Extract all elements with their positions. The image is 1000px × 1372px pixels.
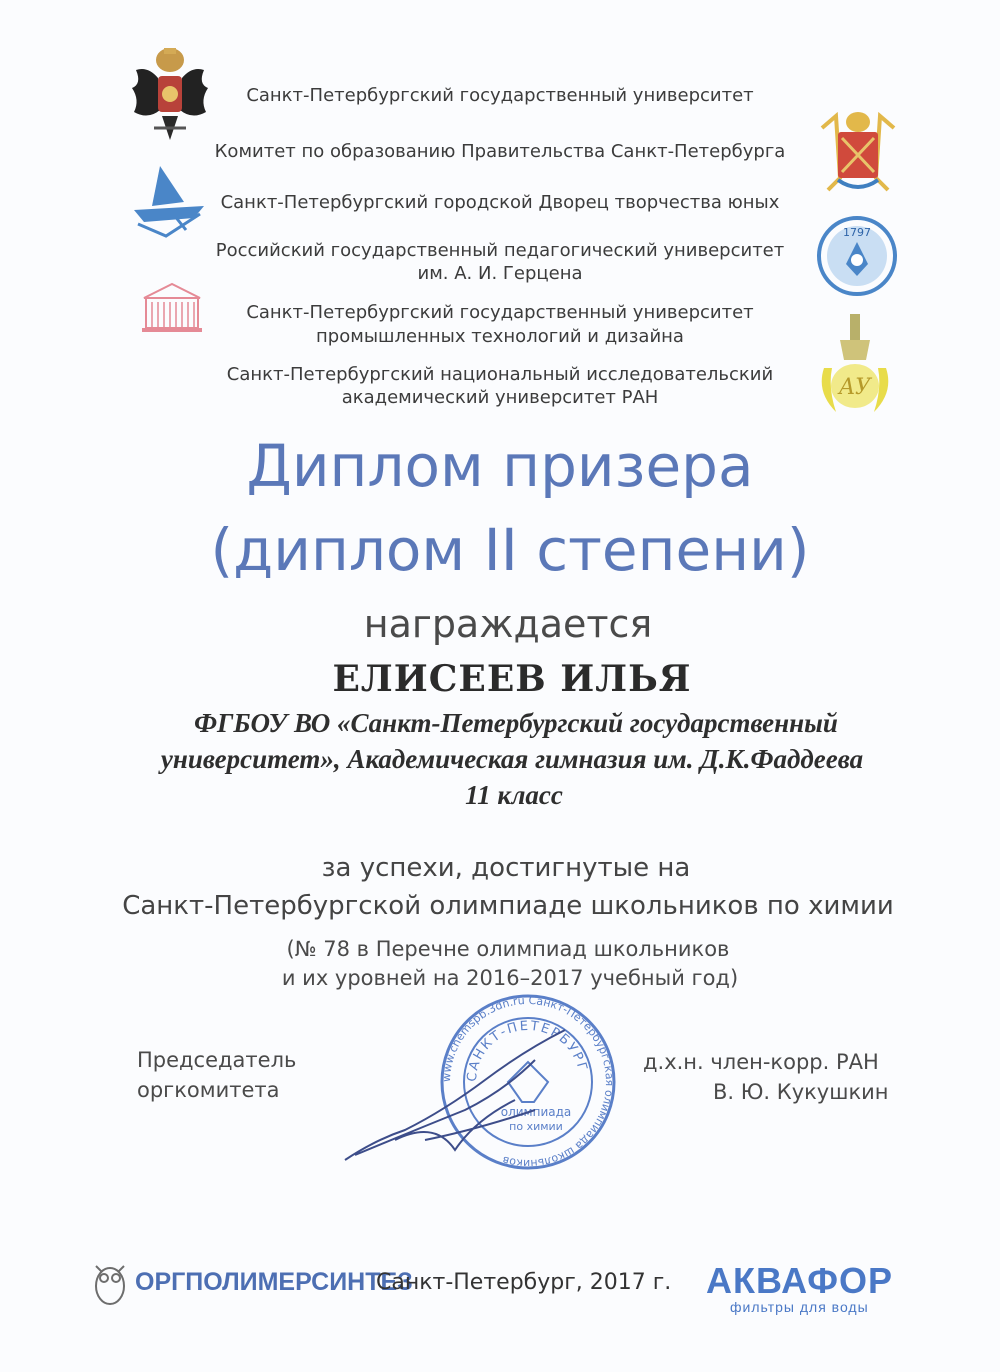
organizer-4-line1: Российский государственный педагогический университет: [215, 240, 785, 261]
sponsor-orgpolimersintez: ОРГПОЛИМЕРСИНТЕЗ: [135, 1268, 413, 1296]
chairman-title: д.х.н. член-корр. РАН: [643, 1050, 879, 1074]
stamp-inner-mid: олимпиада: [500, 1105, 572, 1119]
diploma-title: Диплом призера: [246, 432, 754, 500]
city-and-year: Санкт-Петербург, 2017 г.: [376, 1270, 672, 1295]
organizer-3: Санкт-Петербургский городской Дворец творчества юных: [220, 192, 780, 213]
sponsor-akvafor: АКВАФОР: [706, 1260, 894, 1301]
school-line2: университет», Академическая гимназия им. Д.К.Фаддеева: [160, 744, 864, 774]
chairman-label-line1: Председатель: [137, 1048, 297, 1072]
reason-line2: Санкт-Петербургской олимпиаде школьников по химии: [122, 891, 894, 921]
stamp-inner-top: САНКТ-ПЕТЕРБУРГ: [464, 1018, 591, 1083]
svg-text:AУ: AУ: [839, 375, 871, 400]
chairman-name: В. Ю. Кукушкин: [713, 1080, 889, 1104]
note-line1: (№ 78 в Перечне олимпиад школьников: [286, 937, 730, 961]
organizer-6-line1: Санкт-Петербургский национальный исследовательский: [226, 364, 774, 385]
sponsor-akvafor-tagline: фильтры для воды: [730, 1299, 869, 1315]
note-line2: и их уровней на 2016–2017 учебный год): [281, 966, 739, 990]
owl-icon: [90, 1258, 130, 1308]
grade: 11 класс: [465, 780, 563, 810]
diploma-degree: (диплом II степени): [210, 516, 810, 584]
organizer-5-line1: Санкт-Петербургский государственный университет: [246, 302, 754, 323]
awarded-label: награждается: [363, 602, 653, 646]
chairman-signature: [335, 1020, 575, 1170]
organizer-5-line2: промышленных технологий и дизайна: [316, 326, 684, 347]
chairman-label-line2: оргкомитета: [137, 1078, 280, 1102]
stamp-inner-bottom: по химии: [509, 1120, 563, 1133]
reason-line1: за успехи, достигнутые на: [321, 853, 691, 883]
recipient-name: ЕЛИСЕЕВ ИЛЬЯ: [332, 658, 692, 700]
stamp-outer-text: www.chemspb.3dn.ru Санкт-Петербургская олимпиада школьников: [439, 993, 617, 1171]
svg-text:1797: 1797: [843, 226, 871, 239]
school-line1: ФГБОУ ВО «Санкт-Петербургский государственный: [194, 708, 838, 738]
organizer-6-line2: академический университет РАН: [341, 387, 659, 408]
organizer-2: Комитет по образованию Правительства Санкт-Петербурга: [214, 141, 786, 162]
organizer-4-line2: им. А. И. Герцена: [417, 263, 583, 284]
organizer-1: Санкт-Петербургский государственный университет: [246, 85, 754, 106]
